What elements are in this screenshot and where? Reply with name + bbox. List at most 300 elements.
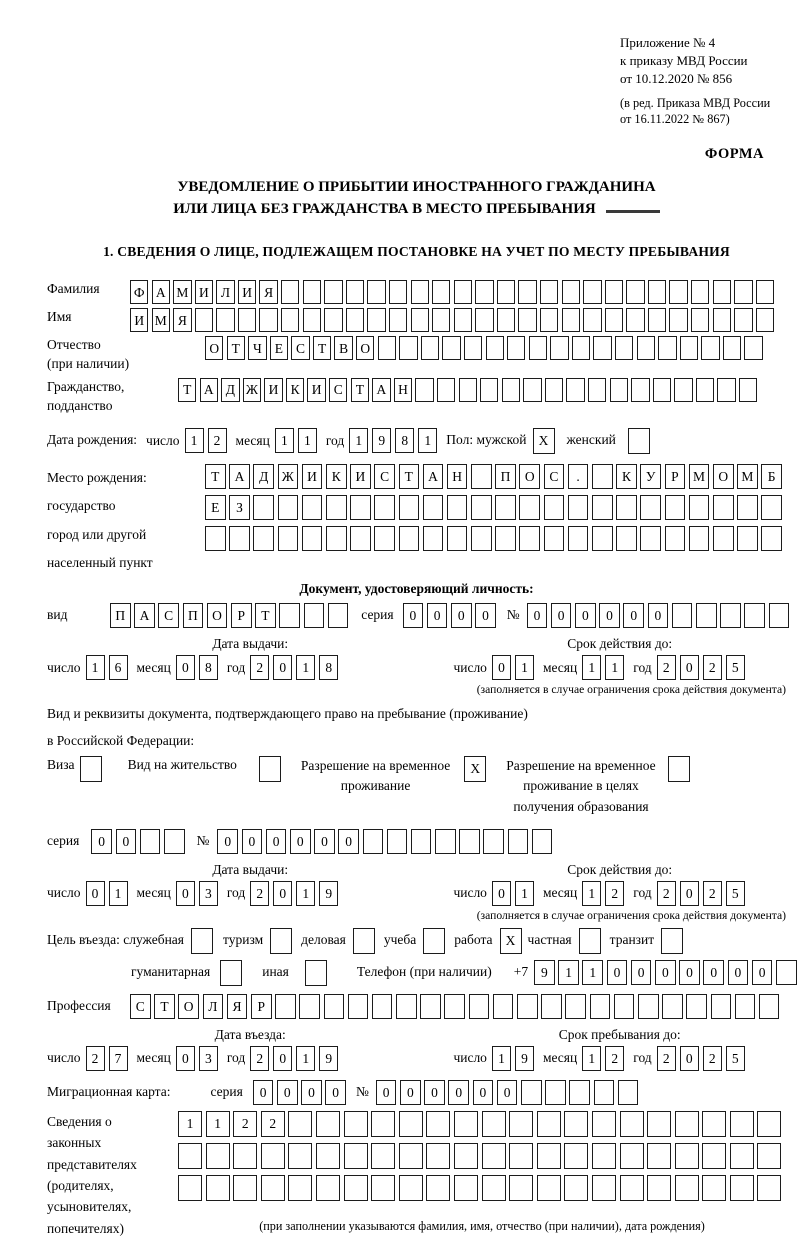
char-cell[interactable] (737, 526, 758, 551)
char-cell[interactable]: 0 (492, 655, 511, 680)
char-cell[interactable]: 7 (109, 1046, 128, 1071)
representatives-row1-boxes[interactable] (178, 1111, 786, 1137)
char-cell[interactable]: Ф (130, 280, 148, 304)
char-cell[interactable]: О (178, 994, 199, 1019)
char-cell[interactable] (495, 495, 516, 520)
char-cell[interactable]: 0 (703, 960, 724, 985)
char-cell[interactable] (744, 336, 762, 360)
char-cell[interactable]: 0 (403, 603, 424, 628)
char-cell[interactable] (588, 378, 606, 402)
char-cell[interactable] (769, 603, 790, 628)
char-cell[interactable] (396, 994, 417, 1019)
char-cell[interactable]: 0 (623, 603, 644, 628)
char-cell[interactable]: 0 (176, 655, 195, 680)
char-cell[interactable]: 0 (631, 960, 652, 985)
char-cell[interactable] (638, 994, 659, 1019)
char-cell[interactable] (739, 378, 757, 402)
char-cell[interactable] (426, 1111, 450, 1137)
entry-day-boxes[interactable] (86, 1046, 128, 1071)
char-cell[interactable]: 0 (277, 1080, 298, 1105)
char-cell[interactable]: 1 (582, 1046, 601, 1071)
doc-type-boxes[interactable] (110, 603, 348, 628)
char-cell[interactable]: 0 (473, 1080, 494, 1105)
valid2-year-boxes[interactable] (657, 881, 745, 906)
char-cell[interactable] (626, 280, 644, 304)
char-cell[interactable]: 0 (176, 881, 195, 906)
char-cell[interactable]: 0 (116, 829, 137, 854)
char-cell[interactable]: 2 (657, 881, 676, 906)
char-cell[interactable] (497, 280, 515, 304)
char-cell[interactable]: 1 (275, 428, 294, 453)
char-cell[interactable]: 2 (703, 881, 722, 906)
checkbox-purpose-humanitarian[interactable] (220, 960, 242, 986)
char-cell[interactable] (344, 1175, 368, 1201)
char-cell[interactable] (672, 603, 693, 628)
entry-month-boxes[interactable] (176, 1046, 218, 1071)
char-cell[interactable]: А (423, 464, 444, 489)
char-cell[interactable] (541, 994, 562, 1019)
checkbox-purpose-rabota[interactable] (500, 928, 522, 954)
char-cell[interactable]: И (195, 280, 213, 304)
char-cell[interactable]: С (374, 464, 395, 489)
char-cell[interactable] (454, 1111, 478, 1137)
char-cell[interactable] (532, 829, 553, 854)
char-cell[interactable]: М (737, 464, 758, 489)
char-cell[interactable] (568, 495, 589, 520)
char-cell[interactable]: 0 (290, 829, 311, 854)
char-cell[interactable]: А (200, 378, 218, 402)
char-cell[interactable] (371, 1175, 395, 1201)
char-cell[interactable] (674, 378, 692, 402)
char-cell[interactable] (518, 280, 536, 304)
birthplace-row1-boxes[interactable] (205, 464, 782, 489)
char-cell[interactable] (618, 1080, 639, 1105)
char-cell[interactable] (399, 1111, 423, 1137)
char-cell[interactable]: Р (251, 994, 272, 1019)
char-cell[interactable] (562, 308, 580, 332)
char-cell[interactable] (423, 928, 445, 954)
char-cell[interactable] (735, 994, 756, 1019)
char-cell[interactable]: 3 (199, 881, 218, 906)
char-cell[interactable] (689, 526, 710, 551)
char-cell[interactable]: Р (665, 464, 686, 489)
char-cell[interactable]: О (207, 603, 228, 628)
char-cell[interactable]: Я (259, 280, 277, 304)
char-cell[interactable]: П (495, 464, 516, 489)
char-cell[interactable]: 2 (703, 655, 722, 680)
char-cell[interactable] (566, 378, 584, 402)
char-cell[interactable] (757, 1175, 781, 1201)
char-cell[interactable]: 0 (497, 1080, 518, 1105)
char-cell[interactable]: 2 (657, 1046, 676, 1071)
issue2-year-boxes[interactable] (250, 881, 338, 906)
char-cell[interactable]: Т (313, 336, 331, 360)
char-cell[interactable]: X (533, 428, 555, 454)
char-cell[interactable]: 6 (109, 655, 128, 680)
char-cell[interactable]: 1 (298, 428, 317, 453)
char-cell[interactable]: 5 (726, 1046, 745, 1071)
char-cell[interactable] (316, 1111, 340, 1137)
char-cell[interactable] (564, 1111, 588, 1137)
char-cell[interactable] (459, 378, 477, 402)
char-cell[interactable] (761, 526, 782, 551)
char-cell[interactable] (691, 280, 709, 304)
char-cell[interactable] (344, 1143, 368, 1169)
char-cell[interactable]: 2 (250, 881, 269, 906)
char-cell[interactable] (507, 336, 525, 360)
char-cell[interactable] (303, 280, 321, 304)
char-cell[interactable]: М (152, 308, 170, 332)
valid1-month-boxes[interactable] (582, 655, 624, 680)
char-cell[interactable]: 1 (515, 881, 534, 906)
char-cell[interactable]: 0 (424, 1080, 445, 1105)
char-cell[interactable] (464, 336, 482, 360)
char-cell[interactable] (713, 280, 731, 304)
char-cell[interactable] (730, 1175, 754, 1201)
char-cell[interactable] (353, 928, 375, 954)
char-cell[interactable] (628, 428, 650, 454)
char-cell[interactable]: Ч (248, 336, 266, 360)
char-cell[interactable] (713, 495, 734, 520)
char-cell[interactable]: 0 (301, 1080, 322, 1105)
doc-number-boxes[interactable] (527, 603, 789, 628)
char-cell[interactable]: 0 (527, 603, 548, 628)
char-cell[interactable]: 2 (250, 655, 269, 680)
checkbox-purpose-ucheba[interactable] (423, 928, 445, 954)
profession-boxes[interactable] (130, 994, 779, 1019)
patronymic-boxes[interactable] (205, 336, 763, 360)
char-cell[interactable] (675, 1111, 699, 1137)
char-cell[interactable]: Т (205, 464, 226, 489)
char-cell[interactable] (233, 1175, 257, 1201)
char-cell[interactable] (324, 994, 345, 1019)
char-cell[interactable]: Е (270, 336, 288, 360)
char-cell[interactable] (691, 308, 709, 332)
char-cell[interactable] (637, 336, 655, 360)
char-cell[interactable] (653, 378, 671, 402)
char-cell[interactable] (540, 280, 558, 304)
char-cell[interactable]: 0 (451, 603, 472, 628)
char-cell[interactable]: П (110, 603, 131, 628)
char-cell[interactable] (261, 1175, 285, 1201)
char-cell[interactable]: 2 (208, 428, 227, 453)
birthplace-row2-boxes[interactable] (205, 495, 782, 520)
char-cell[interactable] (605, 280, 623, 304)
issue1-day-boxes[interactable] (86, 655, 128, 680)
char-cell[interactable]: П (183, 603, 204, 628)
char-cell[interactable] (540, 308, 558, 332)
char-cell[interactable] (696, 378, 714, 402)
char-cell[interactable]: 0 (599, 603, 620, 628)
char-cell[interactable]: Ж (243, 378, 261, 402)
char-cell[interactable] (281, 308, 299, 332)
char-cell[interactable] (662, 994, 683, 1019)
char-cell[interactable] (737, 495, 758, 520)
char-cell[interactable]: О (713, 464, 734, 489)
char-cell[interactable] (592, 464, 613, 489)
char-cell[interactable]: А (152, 280, 170, 304)
char-cell[interactable] (564, 1143, 588, 1169)
char-cell[interactable] (626, 308, 644, 332)
char-cell[interactable] (304, 603, 325, 628)
char-cell[interactable] (423, 495, 444, 520)
char-cell[interactable]: 0 (376, 1080, 397, 1105)
char-cell[interactable] (544, 526, 565, 551)
char-cell[interactable] (253, 495, 274, 520)
char-cell[interactable] (730, 1143, 754, 1169)
char-cell[interactable]: 8 (199, 655, 218, 680)
char-cell[interactable]: 0 (253, 1080, 274, 1105)
char-cell[interactable]: 1 (86, 655, 105, 680)
char-cell[interactable]: 8 (395, 428, 414, 453)
char-cell[interactable] (680, 336, 698, 360)
char-cell[interactable] (363, 829, 384, 854)
char-cell[interactable] (233, 1143, 257, 1169)
char-cell[interactable]: 1 (605, 655, 624, 680)
char-cell[interactable]: 1 (296, 1046, 315, 1071)
char-cell[interactable] (562, 280, 580, 304)
char-cell[interactable] (776, 960, 797, 985)
char-cell[interactable] (483, 829, 504, 854)
char-cell[interactable] (288, 1111, 312, 1137)
char-cell[interactable] (367, 308, 385, 332)
citizenship-boxes[interactable] (178, 378, 757, 402)
char-cell[interactable] (399, 526, 420, 551)
char-cell[interactable] (411, 829, 432, 854)
char-cell[interactable] (757, 1111, 781, 1137)
char-cell[interactable] (702, 1175, 726, 1201)
res-series-boxes[interactable] (91, 829, 184, 854)
char-cell[interactable] (583, 280, 601, 304)
char-cell[interactable] (442, 336, 460, 360)
char-cell[interactable] (178, 1175, 202, 1201)
char-cell[interactable]: 9 (515, 1046, 534, 1071)
char-cell[interactable] (592, 1175, 616, 1201)
char-cell[interactable] (605, 308, 623, 332)
char-cell[interactable] (620, 1175, 644, 1201)
phone-boxes[interactable] (534, 960, 796, 985)
char-cell[interactable]: Л (203, 994, 224, 1019)
checkbox-purpose-sluzhebnaya[interactable] (191, 928, 213, 954)
char-cell[interactable]: 0 (728, 960, 749, 985)
char-cell[interactable]: 0 (448, 1080, 469, 1105)
char-cell[interactable] (702, 1143, 726, 1169)
char-cell[interactable]: 0 (648, 603, 669, 628)
char-cell[interactable] (648, 308, 666, 332)
birthdate-month-boxes[interactable] (275, 428, 317, 453)
char-cell[interactable] (482, 1111, 506, 1137)
char-cell[interactable]: 5 (726, 655, 745, 680)
char-cell[interactable]: С (158, 603, 179, 628)
char-cell[interactable] (508, 829, 529, 854)
char-cell[interactable] (658, 336, 676, 360)
char-cell[interactable] (640, 495, 661, 520)
char-cell[interactable] (302, 495, 323, 520)
char-cell[interactable]: Е (205, 495, 226, 520)
char-cell[interactable] (278, 495, 299, 520)
char-cell[interactable]: . (568, 464, 589, 489)
char-cell[interactable] (761, 495, 782, 520)
char-cell[interactable] (550, 336, 568, 360)
checkbox-purpose-turizm[interactable] (270, 928, 292, 954)
char-cell[interactable] (744, 603, 765, 628)
char-cell[interactable] (661, 928, 683, 954)
char-cell[interactable] (640, 526, 661, 551)
char-cell[interactable] (164, 829, 185, 854)
char-cell[interactable] (206, 1143, 230, 1169)
char-cell[interactable]: Д (253, 464, 274, 489)
char-cell[interactable] (316, 1175, 340, 1201)
char-cell[interactable] (583, 308, 601, 332)
char-cell[interactable]: Т (351, 378, 369, 402)
representatives-row2-boxes[interactable] (178, 1143, 786, 1169)
char-cell[interactable] (259, 308, 277, 332)
char-cell[interactable] (713, 308, 731, 332)
char-cell[interactable] (713, 526, 734, 551)
char-cell[interactable]: 3 (199, 1046, 218, 1071)
char-cell[interactable]: 0 (91, 829, 112, 854)
char-cell[interactable]: 1 (418, 428, 437, 453)
checkbox-purpose-chastnaya[interactable] (579, 928, 601, 954)
char-cell[interactable] (454, 1143, 478, 1169)
char-cell[interactable] (521, 1080, 542, 1105)
char-cell[interactable] (346, 308, 364, 332)
char-cell[interactable]: 2 (250, 1046, 269, 1071)
char-cell[interactable] (518, 308, 536, 332)
char-cell[interactable]: 0 (242, 829, 263, 854)
char-cell[interactable]: С (130, 994, 151, 1019)
char-cell[interactable] (544, 495, 565, 520)
char-cell[interactable] (229, 526, 250, 551)
char-cell[interactable] (426, 1143, 450, 1169)
char-cell[interactable]: 1 (109, 881, 128, 906)
char-cell[interactable]: 0 (400, 1080, 421, 1105)
checkbox-purpose-other[interactable] (305, 960, 327, 986)
char-cell[interactable]: 2 (605, 881, 624, 906)
char-cell[interactable]: Б (761, 464, 782, 489)
char-cell[interactable]: Д (221, 378, 239, 402)
char-cell[interactable] (668, 756, 690, 782)
char-cell[interactable] (389, 280, 407, 304)
char-cell[interactable]: О (205, 336, 223, 360)
issue2-month-boxes[interactable] (176, 881, 218, 906)
char-cell[interactable] (415, 378, 433, 402)
stay-year-boxes[interactable] (657, 1046, 745, 1071)
char-cell[interactable] (701, 336, 719, 360)
char-cell[interactable] (523, 378, 541, 402)
char-cell[interactable]: 1 (582, 655, 601, 680)
char-cell[interactable] (191, 928, 213, 954)
char-cell[interactable] (399, 1143, 423, 1169)
res-number-boxes[interactable] (217, 829, 552, 854)
char-cell[interactable]: 0 (86, 881, 105, 906)
char-cell[interactable]: И (350, 464, 371, 489)
migcard-number-boxes[interactable] (376, 1080, 638, 1105)
char-cell[interactable] (216, 308, 234, 332)
char-cell[interactable]: 0 (266, 829, 287, 854)
issue1-year-boxes[interactable] (250, 655, 338, 680)
char-cell[interactable]: С (544, 464, 565, 489)
stay-month-boxes[interactable] (582, 1046, 624, 1071)
char-cell[interactable]: 0 (217, 829, 238, 854)
checkbox-purpose-delovaya[interactable] (353, 928, 375, 954)
char-cell[interactable]: Т (178, 378, 196, 402)
char-cell[interactable] (592, 526, 613, 551)
char-cell[interactable] (432, 280, 450, 304)
char-cell[interactable]: 2 (233, 1111, 257, 1137)
char-cell[interactable] (206, 1175, 230, 1201)
char-cell[interactable]: К (616, 464, 637, 489)
checkbox-sex-female[interactable] (628, 428, 650, 454)
char-cell[interactable] (620, 1143, 644, 1169)
char-cell[interactable] (469, 994, 490, 1019)
birthplace-row3-boxes[interactable] (205, 526, 782, 551)
char-cell[interactable]: 0 (273, 1046, 292, 1071)
char-cell[interactable] (669, 308, 687, 332)
char-cell[interactable]: 2 (703, 1046, 722, 1071)
char-cell[interactable] (568, 526, 589, 551)
char-cell[interactable]: 2 (657, 655, 676, 680)
char-cell[interactable] (367, 280, 385, 304)
char-cell[interactable] (324, 308, 342, 332)
char-cell[interactable]: Я (173, 308, 191, 332)
char-cell[interactable] (593, 336, 611, 360)
valid1-day-boxes[interactable] (492, 655, 534, 680)
char-cell[interactable] (759, 994, 780, 1019)
char-cell[interactable] (444, 994, 465, 1019)
char-cell[interactable]: Я (227, 994, 248, 1019)
char-cell[interactable] (592, 1143, 616, 1169)
char-cell[interactable] (686, 994, 707, 1019)
char-cell[interactable] (316, 1143, 340, 1169)
char-cell[interactable]: X (500, 928, 522, 954)
char-cell[interactable]: И (238, 280, 256, 304)
char-cell[interactable]: 0 (680, 1046, 699, 1071)
char-cell[interactable] (730, 1111, 754, 1137)
char-cell[interactable] (288, 1175, 312, 1201)
char-cell[interactable] (675, 1143, 699, 1169)
char-cell[interactable] (564, 1175, 588, 1201)
char-cell[interactable]: И (130, 308, 148, 332)
surname-boxes[interactable] (130, 280, 774, 304)
birthdate-year-boxes[interactable] (349, 428, 437, 453)
char-cell[interactable] (480, 378, 498, 402)
char-cell[interactable]: 9 (319, 881, 338, 906)
char-cell[interactable] (387, 829, 408, 854)
char-cell[interactable] (389, 308, 407, 332)
char-cell[interactable] (399, 495, 420, 520)
char-cell[interactable]: 1 (515, 655, 534, 680)
char-cell[interactable]: 0 (575, 603, 596, 628)
char-cell[interactable] (421, 336, 439, 360)
char-cell[interactable] (647, 1143, 671, 1169)
char-cell[interactable] (647, 1111, 671, 1137)
char-cell[interactable] (517, 994, 538, 1019)
char-cell[interactable] (399, 1175, 423, 1201)
char-cell[interactable]: Т (227, 336, 245, 360)
char-cell[interactable] (757, 1143, 781, 1169)
char-cell[interactable] (569, 1080, 590, 1105)
char-cell[interactable]: Т (399, 464, 420, 489)
entry-year-boxes[interactable] (250, 1046, 338, 1071)
char-cell[interactable] (519, 495, 540, 520)
char-cell[interactable] (281, 280, 299, 304)
char-cell[interactable] (615, 336, 633, 360)
char-cell[interactable]: 0 (680, 655, 699, 680)
checkbox-purpose-tranzit[interactable] (661, 928, 683, 954)
char-cell[interactable]: Ж (278, 464, 299, 489)
char-cell[interactable]: 0 (607, 960, 628, 985)
